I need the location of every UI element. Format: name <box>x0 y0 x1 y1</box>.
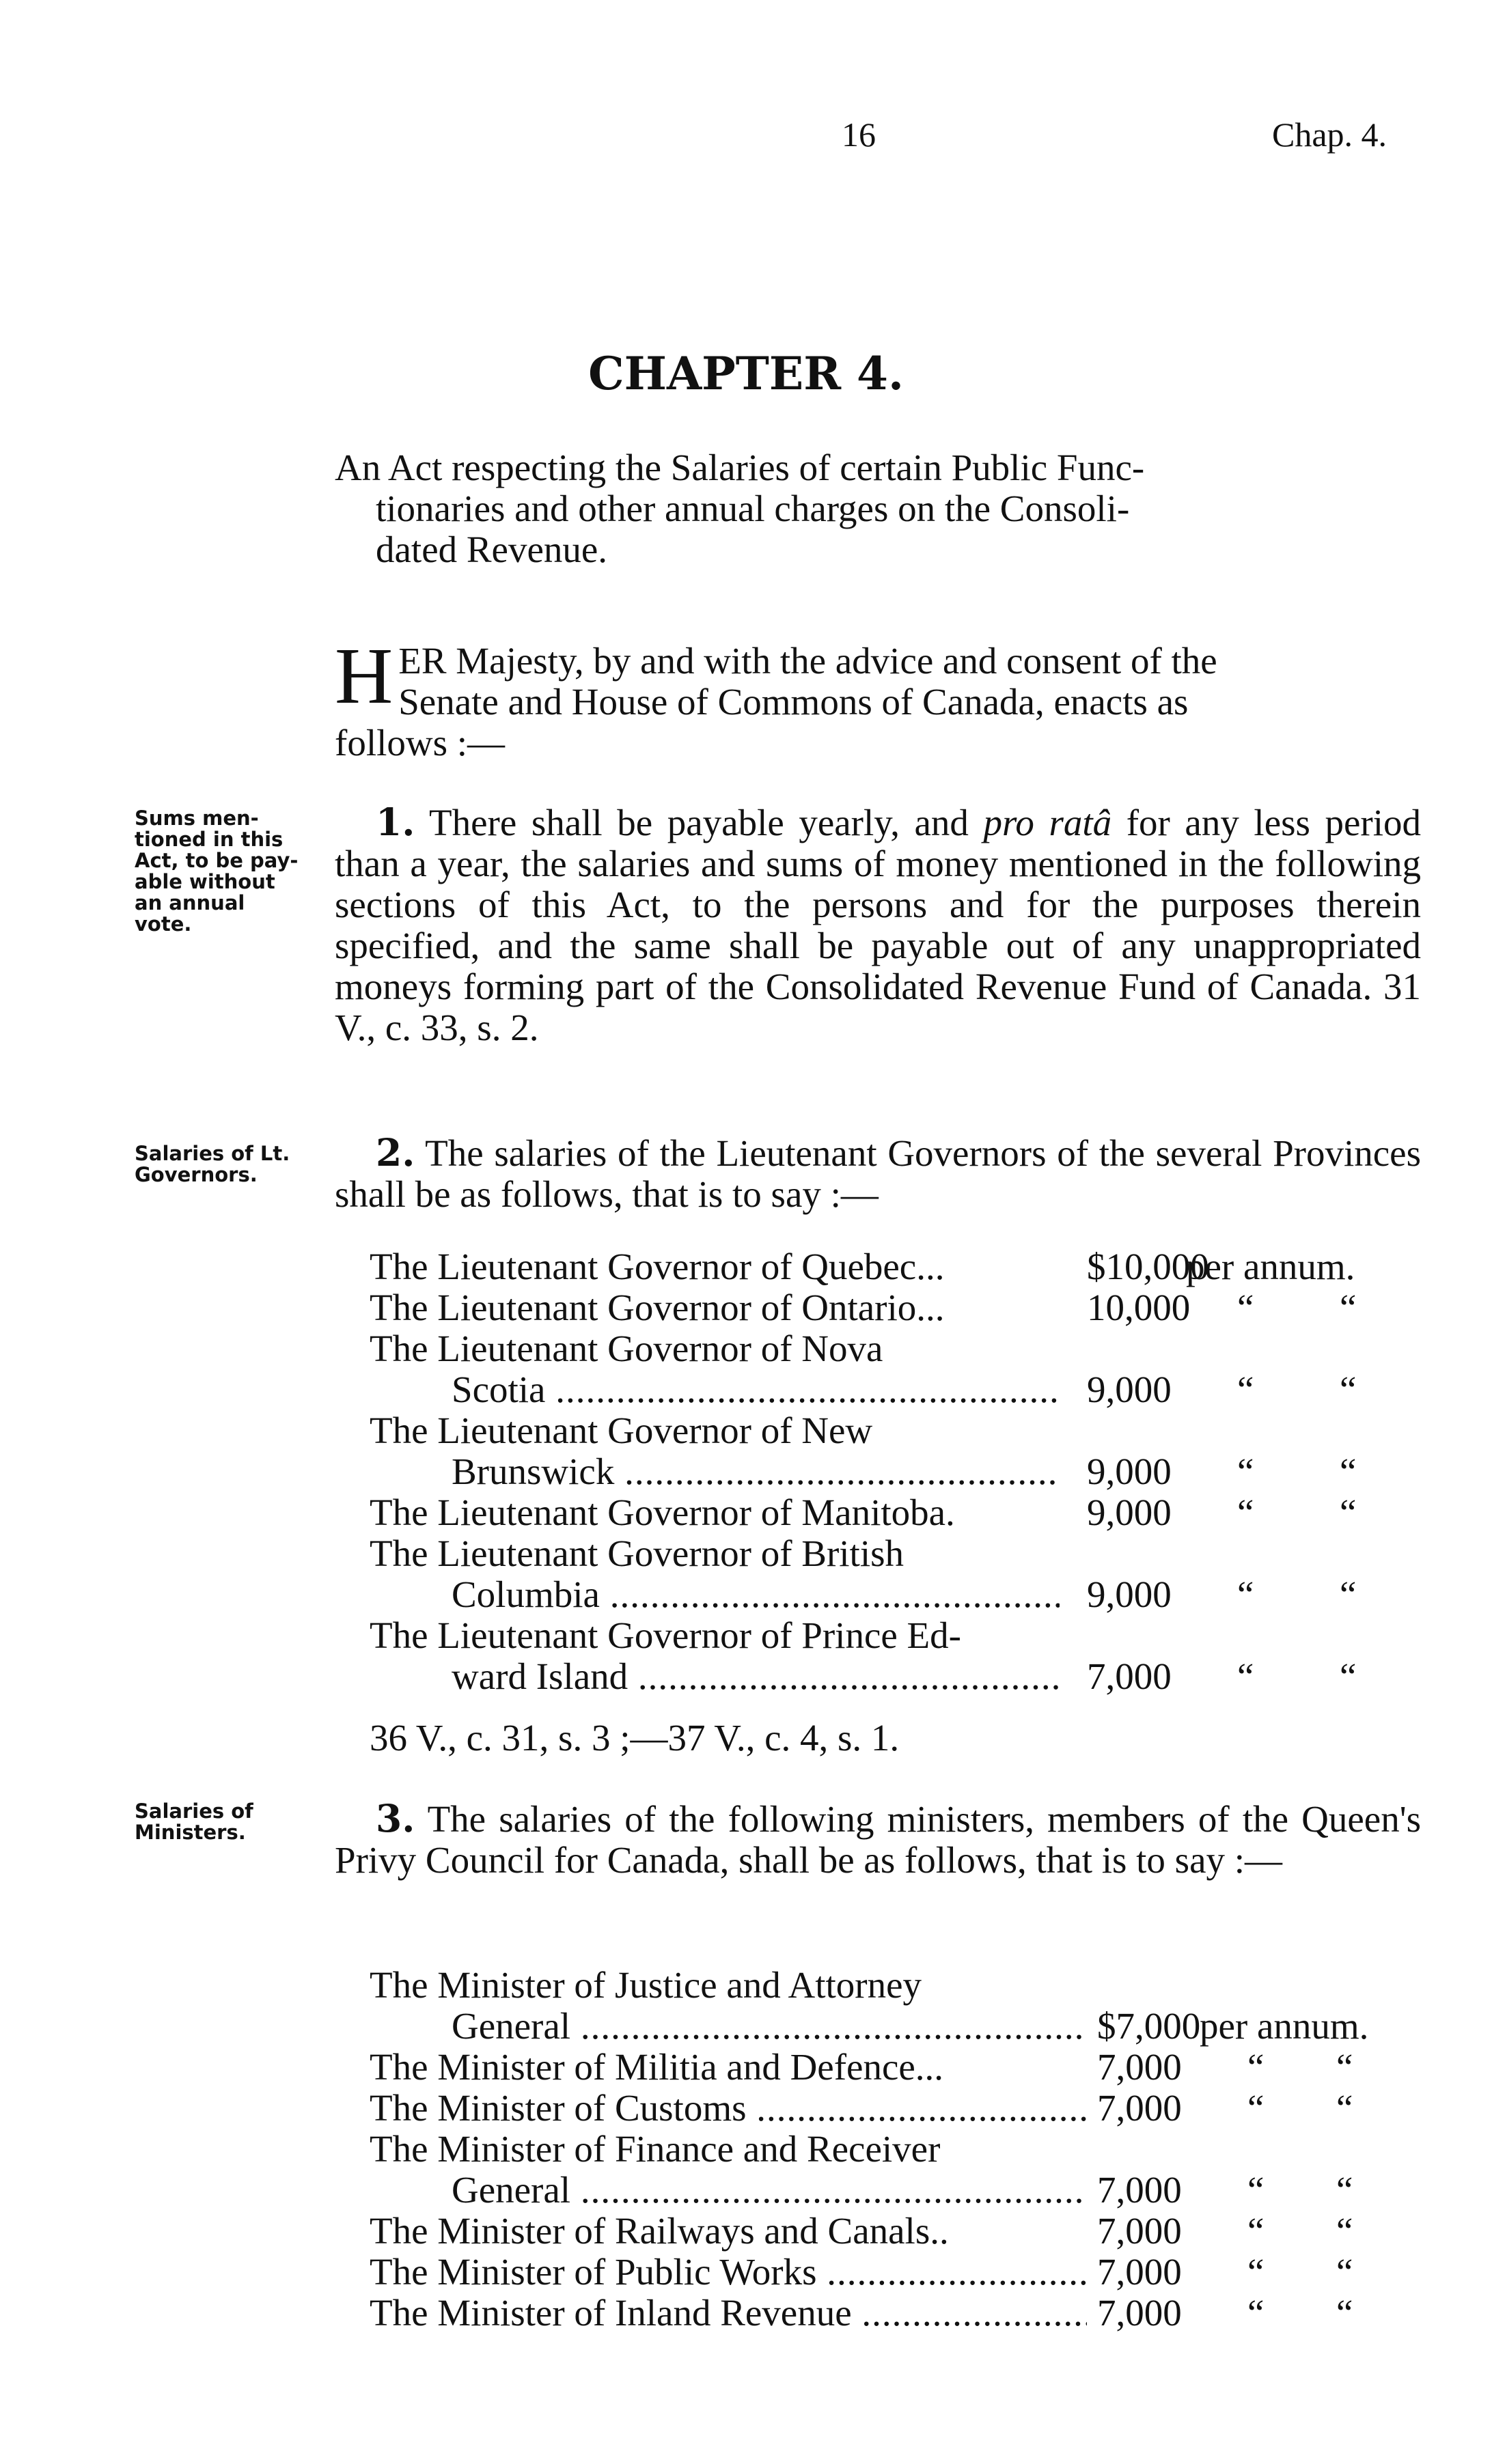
row-unit: per annum. <box>1200 2005 1369 2047</box>
row-label: The Lieutenant Governor of Nova <box>370 1328 883 1369</box>
margin-note-line: an annual <box>135 891 245 914</box>
margin-note-line: vote. <box>135 912 192 936</box>
running-head: Chap. 4. <box>1272 115 1387 154</box>
act-title-line: dated Revenue. <box>376 529 608 570</box>
ditto-mark: “ <box>1237 1655 1254 1697</box>
enacting-line: ER Majesty, by and with the advice and consent of the <box>398 640 1217 682</box>
ditto-mark: “ <box>1336 2251 1353 2293</box>
row-label: The Minister of Inland Revenue ..... <box>370 2293 1087 2334</box>
row-unit: per annum. <box>1186 1246 1355 1287</box>
section-3-text <box>335 1798 1421 1881</box>
ditto-mark: “ <box>1247 2251 1265 2293</box>
ditto-mark: “ <box>1237 1369 1254 1410</box>
ditto-mark: “ <box>1237 1451 1254 1492</box>
page-number: 16 <box>842 115 876 154</box>
margin-note-section-2 <box>135 1143 333 1186</box>
ditto-mark: “ <box>1336 2210 1353 2252</box>
row-amount: 7,000 <box>1097 2210 1182 2252</box>
row-amount: 9,000 <box>1087 1573 1172 1615</box>
margin-note-line: Governors. <box>135 1163 258 1186</box>
row-amount: $7,000 <box>1097 2005 1201 2047</box>
row-label: The Minister of Militia and Defence... <box>370 2047 944 2088</box>
row-amount: 9,000 <box>1087 1451 1172 1492</box>
ditto-mark: “ <box>1336 2087 1353 2129</box>
row-amount: 7,000 <box>1097 2292 1182 2334</box>
ditto-mark: “ <box>1340 1287 1357 1328</box>
row-label: The Lieutenant Governor of Quebec... <box>370 1246 945 1287</box>
row-label: The Lieutenant Governor of Prince Ed- <box>370 1615 961 1656</box>
section-3-body: The salaries of the following ministers, members of the Queen's Privy Council for Canada, shall be as follows, that is to say :— <box>335 1798 1422 1881</box>
row-label: Brunswick ..... <box>452 1451 1060 1492</box>
ditto-mark: “ <box>1247 2087 1265 2129</box>
section-number: 2. <box>376 1130 415 1175</box>
margin-note-section-3 <box>135 1801 333 1843</box>
ditto-mark: “ <box>1237 1573 1254 1615</box>
drop-cap: H <box>335 631 393 720</box>
margin-note-section-1 <box>135 808 333 935</box>
row-label: ward Island ..... <box>452 1656 1060 1697</box>
row-label: The Lieutenant Governor of New <box>370 1410 873 1451</box>
row-amount: 7,000 <box>1097 2251 1182 2293</box>
margin-note-line: Salaries of <box>135 1800 253 1823</box>
row-label: The Minister of Customs ..... <box>370 2088 1087 2129</box>
act-title <box>335 447 1421 570</box>
margin-note-line: Ministers. <box>135 1821 246 1844</box>
ditto-mark: “ <box>1340 1492 1357 1533</box>
ditto-mark: “ <box>1247 2210 1265 2252</box>
section-number: 1. <box>376 800 415 844</box>
row-amount: 9,000 <box>1087 1492 1172 1533</box>
section-2-text <box>335 1132 1421 1215</box>
ditto-mark: “ <box>1336 2169 1353 2211</box>
ditto-mark: “ <box>1247 2292 1265 2334</box>
ditto-mark: “ <box>1340 1573 1357 1615</box>
row-label: The Lieutenant Governor of Ontario... <box>370 1287 945 1328</box>
row-amount: 10,000 <box>1087 1287 1191 1328</box>
section-1-italic: pro ratâ <box>983 802 1112 843</box>
ditto-mark: “ <box>1340 1369 1357 1410</box>
row-amount: 7,000 <box>1097 2169 1182 2211</box>
ditto-mark: “ <box>1336 2292 1353 2334</box>
section-1-text <box>335 802 1421 1048</box>
act-title-line: An Act respecting the Salaries of certain Public Func- <box>335 447 1145 488</box>
ditto-mark: “ <box>1340 1655 1357 1697</box>
margin-note-line: Salaries of Lt. <box>135 1142 290 1165</box>
section-1-text-b: for any less period than a year, the salaries and sums of money mentioned in the following sections of this Act, to the persons and for the purposes therein specified, and the same shall be payable out of any unappropriated moneys forming part of the Consolidated Revenue Fund of Canada. 31 V., c. 33, s. 2. <box>335 802 1421 1048</box>
row-label: The Minister of Railways and Canals.. <box>370 2211 949 2252</box>
section-2-citation: 36 V., c. 31, s. 3 ;—37 V., c. 4, s. 1. <box>370 1717 900 1759</box>
ditto-mark: “ <box>1336 2046 1353 2088</box>
row-label: Scotia ..... <box>452 1369 1060 1410</box>
row-label: The Lieutenant Governor of British <box>370 1533 904 1574</box>
ditto-mark: “ <box>1340 1451 1357 1492</box>
row-amount: 7,000 <box>1087 1655 1172 1697</box>
row-amount: $10,000 <box>1087 1246 1209 1287</box>
row-amount: 7,000 <box>1097 2046 1182 2088</box>
act-title-line: tionaries and other annual charges on the Consoli- <box>376 488 1130 529</box>
row-label: The Minister of Public Works ..... <box>370 2252 1087 2293</box>
margin-note-line: Sums men- <box>135 807 259 830</box>
row-label: The Lieutenant Governor of Manitoba. <box>370 1492 955 1533</box>
row-label: The Minister of Justice and Attorney <box>370 1965 922 2006</box>
row-label: The Minister of Finance and Receiver <box>370 2129 941 2170</box>
row-amount: 9,000 <box>1087 1369 1172 1410</box>
ditto-mark: “ <box>1237 1287 1254 1328</box>
ditto-mark: “ <box>1237 1492 1254 1533</box>
row-amount: 7,000 <box>1097 2087 1182 2129</box>
margin-note-line: able without <box>135 870 275 893</box>
row-label: General ..... <box>452 2170 1087 2211</box>
enacting-clause <box>335 631 1421 764</box>
section-number: 3. <box>376 1796 415 1840</box>
row-label: General ..... <box>452 2006 1087 2047</box>
chapter-title: CHAPTER 4. <box>588 347 904 400</box>
enacting-line: follows :— <box>335 722 506 764</box>
ditto-mark: “ <box>1247 2169 1265 2211</box>
enacting-line: Senate and House of Commons of Canada, enacts as <box>398 681 1189 723</box>
row-label: Columbia ..... <box>452 1574 1060 1615</box>
margin-note-line: Act, to be pay- <box>135 849 299 872</box>
margin-note-line: tioned in this <box>135 828 284 851</box>
section-2-body: The salaries of the Lieutenant Governors of the several Provinces shall be as follows, that is to say :— <box>335 1132 1421 1215</box>
section-1-text-a: There shall be payable yearly, and <box>429 802 969 843</box>
ditto-mark: “ <box>1247 2046 1265 2088</box>
